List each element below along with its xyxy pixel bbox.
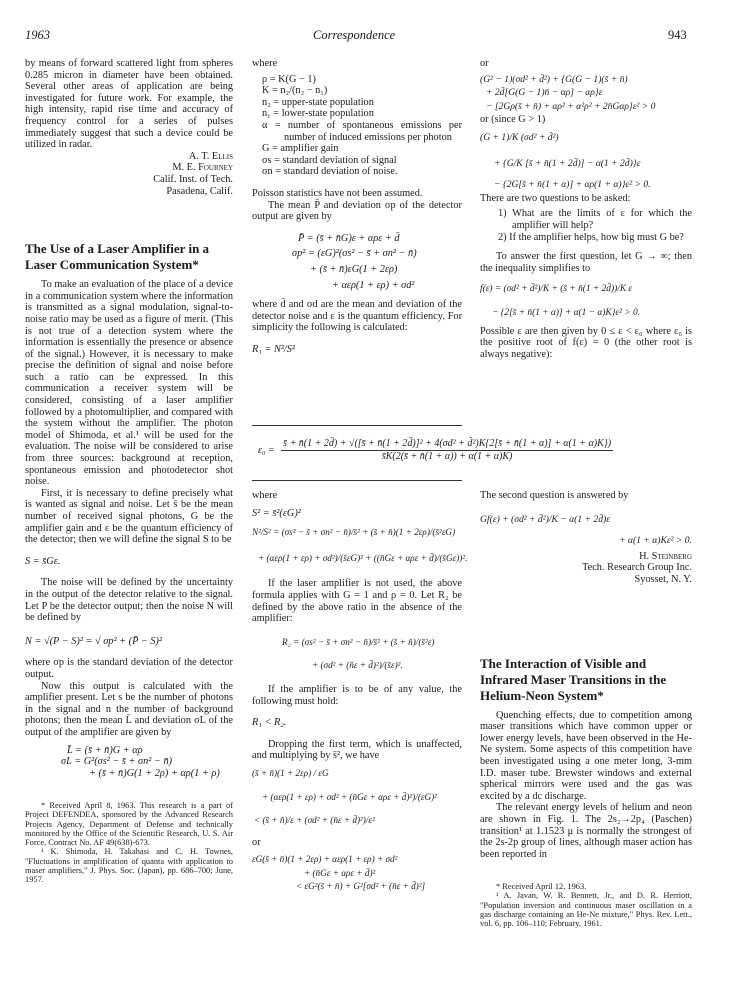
question-2: 2) If the amplifier helps, how big must G be? <box>498 231 684 243</box>
affiliation-1: Calif. Inst. of Tech. <box>153 173 233 185</box>
header-year: 1963 <box>25 28 50 42</box>
column-2 <box>252 58 462 365</box>
definition: G = amplifier gain <box>262 143 339 155</box>
equation-NS-2: + (αερ(1 + ερ) + σd²)/(s̄εG)² + ((n̄Gε + αρε + d̄)/(s̄Gε))². <box>258 552 468 563</box>
or-since-label: or (since G > 1) <box>480 114 546 126</box>
equation-S2: S² = s̄²(εG)² <box>252 507 301 519</box>
equation-line: − [2Gρ(s̄ + n̄) + αρ² + α²ρ² + 2n̄Gαρ]ε² > 0 <box>486 100 656 112</box>
definition: ρ = K(G − 1) <box>262 73 316 85</box>
divider <box>252 480 462 481</box>
equation-line: + (αερ(1 + ερ) + σd² + (n̄Gε + αρε + d̄)²)/(εG)² <box>262 791 437 802</box>
equation-P <box>292 233 462 291</box>
denominator: s̄K(2(s̄ + n̄(1 + α)) + α(1 + α)K) <box>381 451 513 462</box>
author-1: A. T. Ellis <box>188 150 233 162</box>
paragraph: If the amplifier is to be of any value, the following must hold: <box>252 683 462 707</box>
paragraph: There are two questions to be asked: <box>480 192 631 204</box>
header-section: Correspondence <box>313 28 396 42</box>
definition: σn = standard deviation of noise. <box>262 166 398 178</box>
equation-R2-2: + (σd² + (n̄ε + d̄)²)/(s̄ε)². <box>312 660 403 671</box>
equation-noise: N = √(P − S)² = √ σp² + (P̄ − S)² <box>25 635 162 647</box>
equation-line: L̄ = (s̄ + n̄)G + αρ <box>67 744 143 756</box>
paragraph: The relevant energy levels of helium and neon are shown in Fig. 1. The 2s₂→2p₄ (Paschen) transition¹ at 1.1523 μ is normally the strongest of the 2s-2p group of lines, although maser action has been reported in <box>480 802 692 860</box>
paragraph: To make an evaluation of the place of a device in a communication system where the information is transmitted as a signal modulation, signal-to-noise ratio may be used as a figure of merit. (This is not true of a detection system where the information is essentially the presence or absence of the signal.) However, it is necessary to make precise the definition of signal and noise before such a ratio can be expressed. In this communication a receiver system will be considered, consisting of a laser amplifier followed by a photomultiplier, and compared with the system without the amplifier. The photon model of Shimoda, et al.¹ will be used for the evaluation. The noise will be considered to arise from three sources: background at reception, spontaneous emission and photodetector shot noise. <box>25 279 233 488</box>
question-1: 1) What are the limits of ε for which the amplifier will help? <box>498 208 692 231</box>
footnote-received: * Received April 12, 1963. <box>496 882 587 892</box>
affiliation-1: Tech. Research Group Inc. <box>582 562 692 574</box>
page-number: 943 <box>668 28 687 42</box>
affiliation-2: Syosset, N. Y. <box>634 573 692 585</box>
equation-epsilon0 <box>258 438 613 463</box>
paragraph: Now this output is calculated with the amplifier present. Let s be the number of photons in the signal and n the number of background photons; then the mean L̄ and deviation σL of the output of the amplifier are given by <box>25 680 233 738</box>
equation-R2-1: R₂ = (σs² − s̄ + σn² − n̄)/s̄² + (s̄ + n̄)/(s̄²ε) <box>282 636 435 647</box>
author: H. Steinberg <box>639 550 692 562</box>
questions-list <box>494 208 692 243</box>
paragraph: First, it is necessary to define precisely what is wanted as signal and noise. Let s̄ be the mean number of received signal photons, G be the amplifier gain and ε be the quantum efficiency of the detector; then we will define the signal S to be <box>25 487 233 546</box>
paragraph: The second question is answered by <box>480 490 629 501</box>
continued-text: by means of forward scattered light from spheres 0.285 micron in diameter have been obtained. Several other areas of application are being investigated for future work. For example, the high intensity, rapid rise time and accuracy of frequency control for a series of pulses immediately suggest that such a device could be utilized in radar. <box>25 58 233 151</box>
or-label: or <box>252 836 261 848</box>
equation-NS-1: N²/S² = (σs² − s̄ + σn² − n̄)/s̄² + (s̄ + n̄)(1 + 2ερ)/(s̄²εG) <box>252 527 456 538</box>
equation-L <box>61 744 233 780</box>
equation-R1-lt-R2: R₁ < R₂. <box>252 717 287 729</box>
author-2: M. E. Fourney <box>172 162 233 174</box>
equation-line: + (s̄ + n̄)G(1 + 2ρ) + αρ(1 + ρ) <box>89 767 220 779</box>
equation-line: εG(s̄ + n̄)(1 + 2ερ) + αερ(1 + ερ) + σd² <box>252 854 398 865</box>
equation-line: < (s̄ + n̄)/ε + (σd² + (n̄ε + d̄)²)/ε² <box>254 815 375 826</box>
equation-line: + α(1 + α)Kε² > 0. <box>619 535 692 547</box>
paragraph: The noise will be defined by the uncertainty in the output of the detector relative to the signal. Let P be the detector output; then the noise N will be defined by <box>25 577 233 624</box>
where-label: where <box>252 58 278 69</box>
column-2-lower <box>252 490 468 893</box>
fraction <box>281 438 613 463</box>
footnote-1: ¹ A. Javan, W. R. Bennett, Jr., and D. R. Herriott, "Population inversion and continuous maser oscillation in a gas discharge containing an He-Ne mixture," Phys. Rev. Lett., vol. 6, pp. 106–110; February, 1961. <box>480 891 692 929</box>
equation-line: + (n̄Gε + αρε + d̄)² <box>304 867 376 878</box>
equation-line: − {2G[s̄ + n̄(1 + α)] + αρ(1 + α)}ε² > 0. <box>494 179 651 191</box>
paragraph: If the laser amplifier is not used, the above formula applies with G = 1 and ρ = 0. Let R₂ be defined by the above ratio in the absence of the amplifier: <box>252 578 462 625</box>
equation-line: + {G/K [s̄ + n̄(1 + 2d̄)] − α(1 + 2d̄)}ε <box>494 157 641 169</box>
column-3 <box>480 58 692 360</box>
paragraph: where σp is the standard deviation of the detector output. <box>25 657 233 680</box>
affiliation-2: Pasadena, Calif. <box>166 185 233 197</box>
paragraph: Dropping the first term, which is unaffected, and multiplying by s̄², we have <box>252 738 462 762</box>
where-label: where <box>252 490 278 501</box>
column-1 <box>25 58 233 884</box>
footnotes <box>480 882 692 928</box>
footnote-1: ¹ K. Shimoda, H. Takahasi and C. H. Townes, "Fluctuations in amplification of quanta with application to maser amplifiers," J. Phys. Soc. (Japan), pp. 686–700; June, 1957. <box>25 847 233 884</box>
paragraph: Possible ε are then given by 0 ≤ ε < ε₀ where ε₀ is the positive root of f(ε) = 0 (the other root is always negative): <box>480 325 692 360</box>
equation-lhs: ε₀ = <box>258 444 275 456</box>
equation-line: (s̄ + n̄)(1 + 2ερ) / εG <box>252 767 329 778</box>
equation-R1: R₁ = N²/S² <box>252 343 296 355</box>
equation-line: σp² = (εG)²(σs² − s̄ + σn² − n̄) <box>292 248 417 260</box>
paragraph: where d̄ and σd are the mean and deviation of the detector noise and ε is the quantum efficiency. For simplicity the following is calculated: <box>252 299 462 334</box>
equation-line: (G + 1)/K (σd² + d̄²) <box>480 131 559 143</box>
definition: n₁ = lower-state population <box>262 108 374 120</box>
definitions-list <box>262 74 462 178</box>
equation-line: + 2d̄[G(G − 1)n̄ − αρ] − αρ}ε <box>486 87 603 99</box>
footnotes <box>25 801 233 884</box>
equation-line: + (s̄ + n̄)εG(1 + 2ερ) <box>310 263 398 275</box>
paragraph: The mean P̄ and deviation σp of the detector output are given by <box>252 199 462 223</box>
definition: σs = standard deviation of signal <box>262 154 397 166</box>
definition: n₂ = upper-state population <box>262 96 374 108</box>
equation-line: < εG²(s̄ + n̄) + G²[σd² + (n̄ε + d̄)²] <box>296 881 426 892</box>
article-title-1: The Use of a Laser Amplifier in a Laser Communication System* <box>25 241 210 273</box>
or-label: or <box>480 58 489 69</box>
article-title-2: The Interaction of Visible and Infrared Maser Transitions in the Helium-Neon System* <box>480 655 667 703</box>
equation-line: (G² − 1)(σd² + d̄²) + {G(G − 1)(s̄ + n̄) <box>480 73 628 85</box>
divider <box>252 425 462 426</box>
equation-line: P̄ = (s̄ + n̄G)ε + αρε + d̄ <box>298 232 400 244</box>
equation-line: − {2[s̄ + n̄(1 + α)] + α(1 − α)K}ε² > 0. <box>492 307 640 318</box>
equation-line: + αερ(1 + ερ) + σd² <box>332 279 415 291</box>
equation-line: f(ε) = (σd² + d̄²)/K + (s̄ + n̄(1 + 2d̄))/K ε <box>480 284 633 295</box>
definition: K = n₂/(n₂ − n₁) <box>262 85 328 97</box>
equation-line: σL = G²(σs² − s̄ + σn² − n̄) <box>61 756 173 768</box>
paragraph: Poisson statistics have not been assumed. <box>252 187 423 199</box>
equation-signal: S = s̄Gε. <box>25 555 61 567</box>
equation-line: Gf(ε) + (σd² + d̄²)/K − α(1 + 2d̄)ε <box>480 513 610 525</box>
definition: α = number of spontaneous emissions per number of induced emissions per photon <box>262 119 462 143</box>
numerator: s̄ + n̄(1 + 2d̄) + √([s̄ + n̄(1 + 2d̄)]² + 4(σd² + d̄²)K{2[s̄ + n̄(1 + α)] + α(1 + α)K}) <box>283 438 612 449</box>
footnote-received: * Received April 8, 1963. This research is a part of Project DEFENDEA, sponsored by the Advanced Research Projects Agency, Department of Defense and technically monitored by the Office of the Scientific Research, U. S. Air Force, Contract No. AF 49(638)-673. <box>25 801 233 848</box>
paragraph: To answer the first question, let G → ∞; then the inequality simplifies to <box>480 251 692 274</box>
paragraph: Quenching effects, due to competition among maser transitions which have common upper or lower energy levels, have been observed in the He-Ne system. Some aspects of this competition have been investigated using a one meter long, 3-mm I.D. maser tube. Brewster windows and external spherical mirrors were used and the gas was excited by a dc discharge. <box>480 709 692 802</box>
column-3-lower <box>480 490 692 928</box>
